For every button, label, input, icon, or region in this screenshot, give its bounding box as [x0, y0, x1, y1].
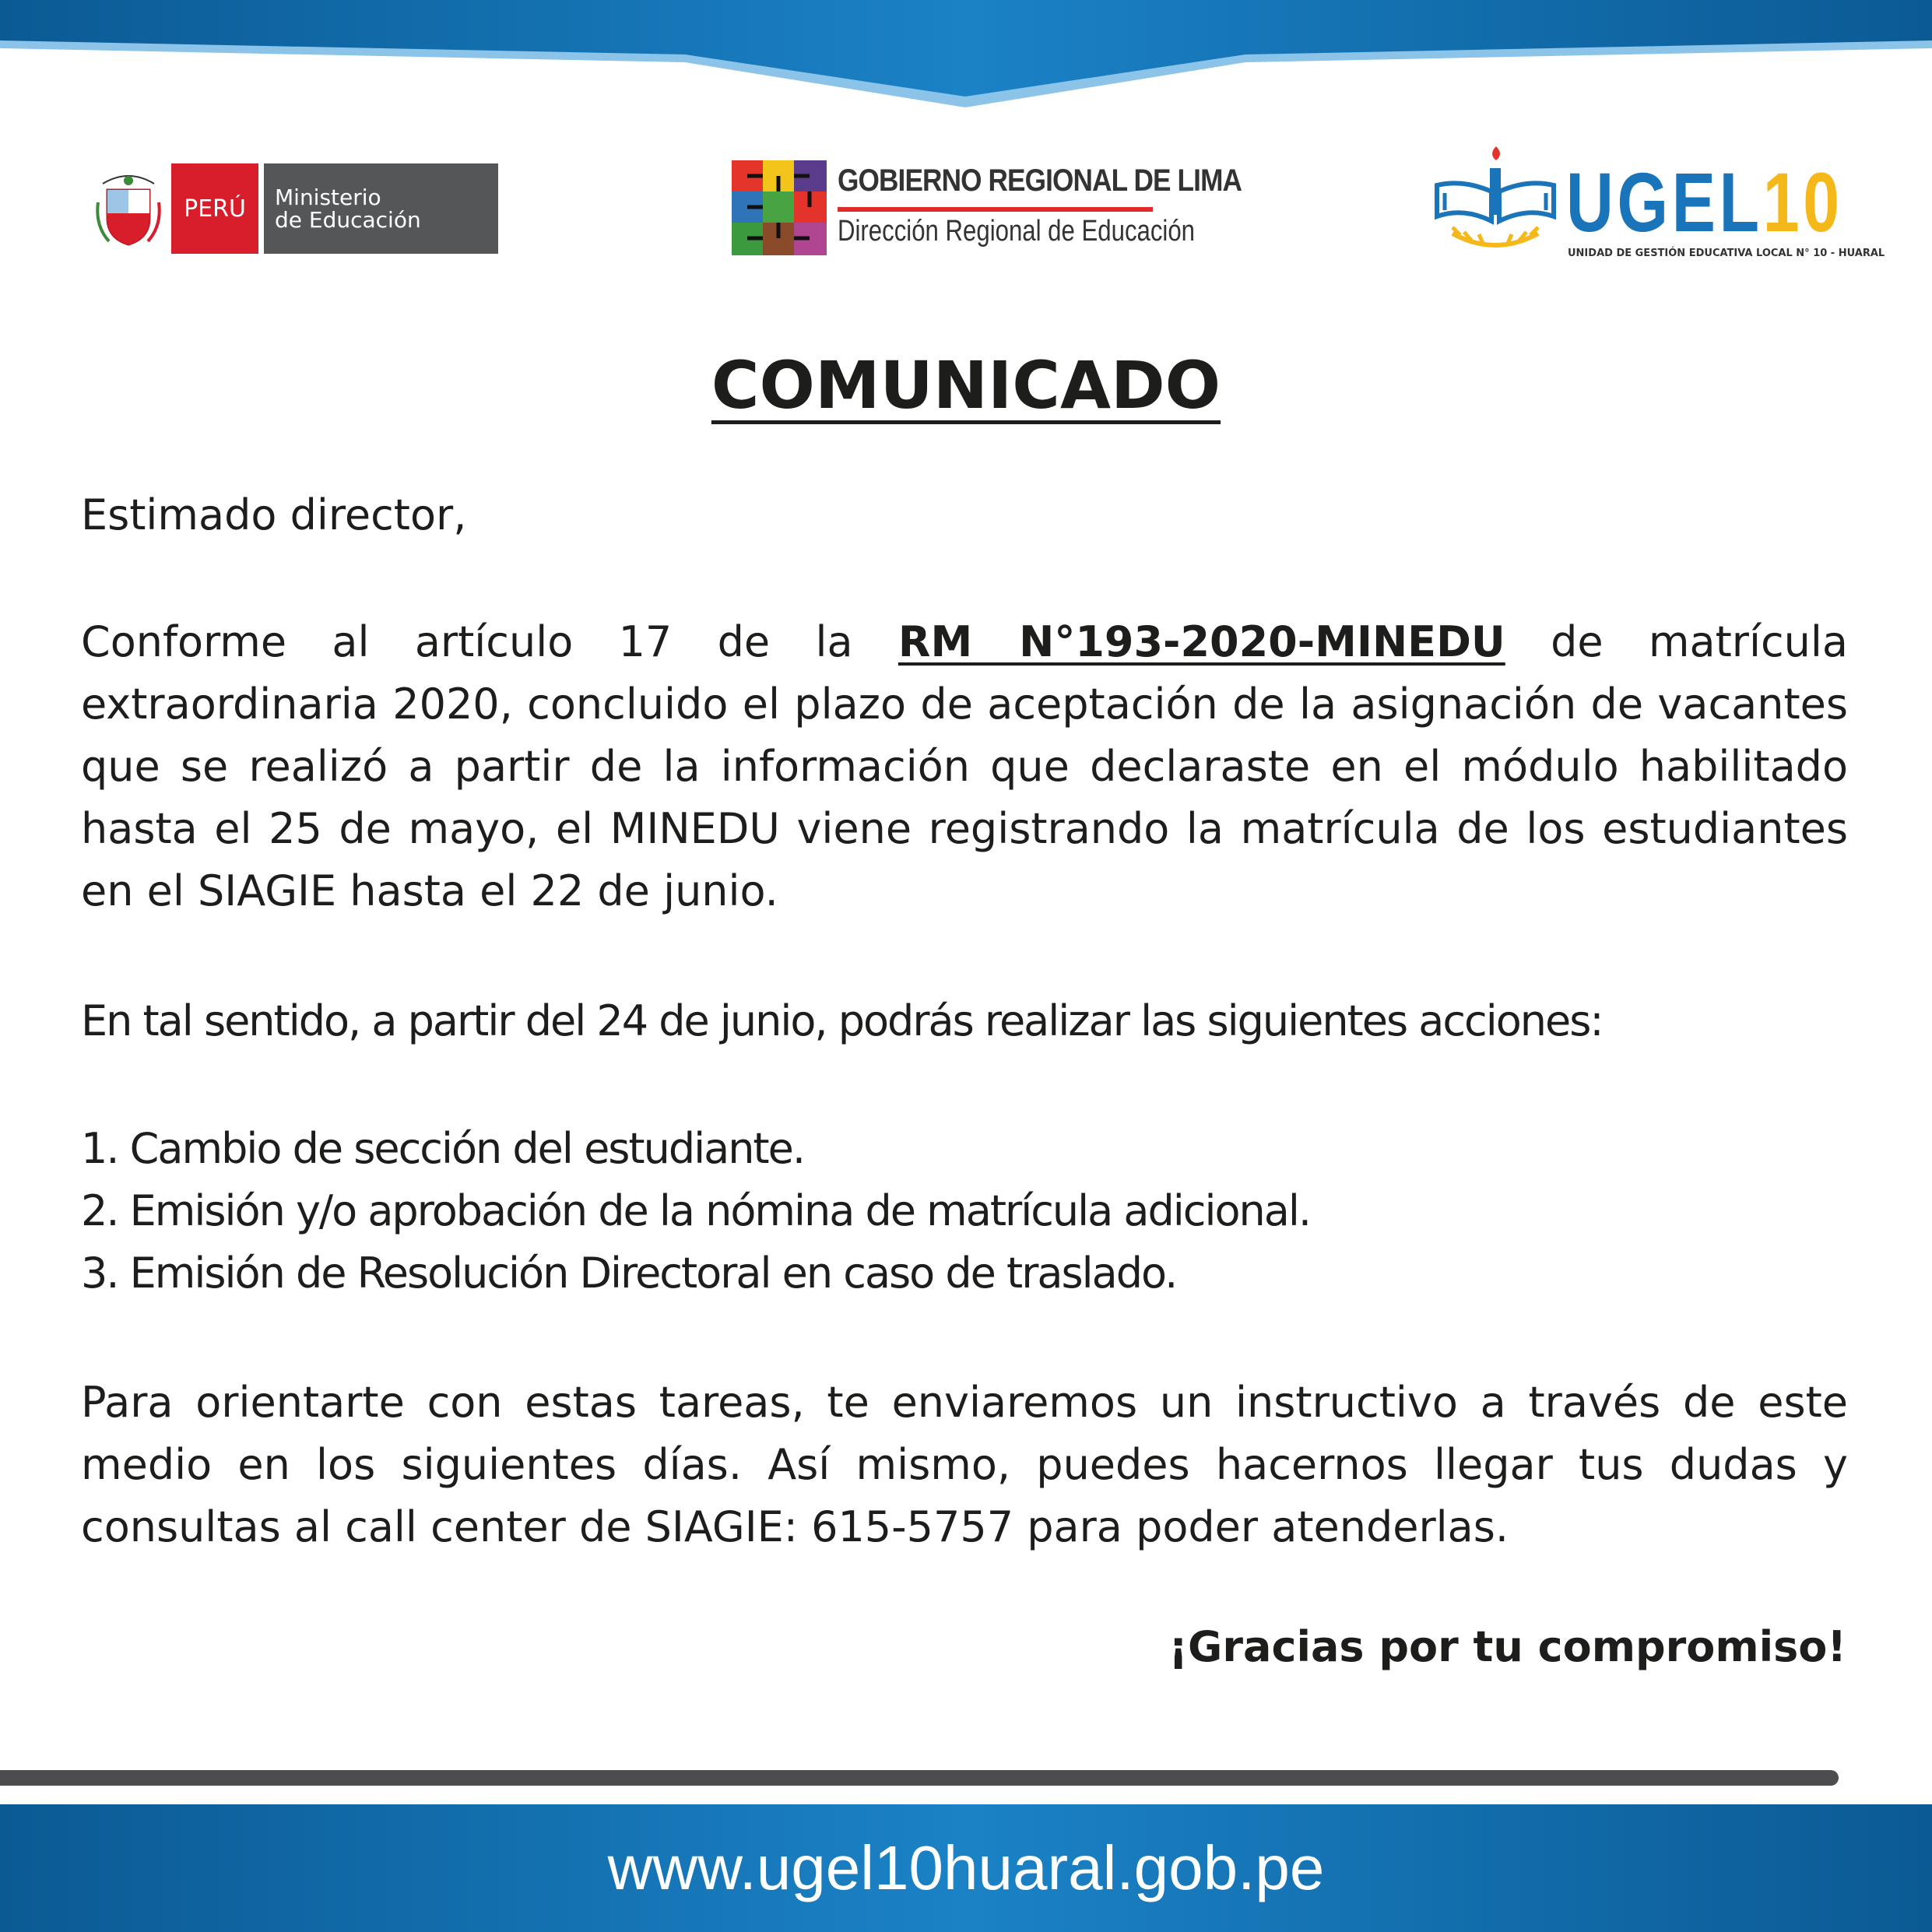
document-title: [0, 347, 1932, 423]
peru-coat-of-arms-icon: [93, 163, 163, 254]
resolution-reference: RM N°193-2020-MINEDU: [898, 617, 1505, 666]
paragraph-conforme-before: Conforme al artículo 17 de la: [81, 617, 898, 666]
greeting: Estimado director,: [81, 490, 467, 539]
minedu-logo[interactable]: [93, 163, 498, 254]
document-title-text: COMUNICADO: [711, 347, 1221, 423]
actions-list: [81, 1118, 1848, 1305]
ministerio-line1: Ministerio: [275, 184, 381, 210]
open-book-torch-icon: [1429, 140, 1561, 265]
logos-row: [0, 140, 1932, 296]
closing-thanks: ¡Gracias por tu compromiso!: [1168, 1622, 1846, 1671]
ugel-text: UGEL: [1566, 155, 1763, 249]
ugel10-wordmark: [1566, 155, 1843, 249]
list-item: 2. Emisión y/o aprobación de la nómina de matrícula adicional.: [81, 1186, 1311, 1235]
ugel-number: 10: [1762, 155, 1843, 249]
ugel10-subtitle: UNIDAD DE GESTIÓN EDUCATIVA LOCAL N° 10 - HUARAL: [1568, 248, 1885, 259]
website-link[interactable]: www.ugel10huaral.gob.pe: [607, 1833, 1325, 1902]
gobierno-regional-title: GOBIERNO REGIONAL DE LIMA: [838, 163, 1242, 198]
top-banner: [0, 0, 1932, 109]
ministerio-line2: de Educación: [275, 207, 421, 233]
ugel10-logo[interactable]: [1429, 140, 1885, 265]
paragraph-orientacion: Para orientarte con estas tareas, te enviaremos un instructivo a través de este medio en los siguientes días. Así mismo, puedes hacernos llegar tus dudas y consultas al call center de SIAGIE: 615-5757 para poder atenderlas.: [81, 1378, 1848, 1551]
paragraph-acciones-intro: En tal sentido, a partir del 24 de junio, podrás realizar las siguientes acciones:: [81, 996, 1603, 1045]
paragraph-conforme: [81, 611, 1848, 922]
peru-label: PERÚ: [171, 163, 258, 254]
gobierno-regional-logo[interactable]: [729, 157, 1242, 258]
ministerio-label: [262, 163, 498, 254]
paragraph-conforme-after: de matrícula extraordinaria 2020, concluido el plazo de aceptación de la asignación de vacantes que se realizó a partir de la información que declaraste en el módulo habilitado hasta el 25 de mayo, el MINEDU viene registrando la matrícula de los estudiantes en el SIAGIE hasta el 22 de junio.: [81, 617, 1848, 915]
footer-divider: [0, 1770, 1839, 1786]
gobierno-regional-red-line: [838, 207, 1153, 212]
gobierno-regional-mark-icon: [729, 157, 830, 258]
list-item: 1. Cambio de sección del estudiante.: [81, 1124, 804, 1173]
list-item: 3. Emisión de Resolución Directoral en caso de traslado.: [81, 1249, 1177, 1298]
gobierno-regional-subtitle: Dirección Regional de Educación: [838, 215, 1196, 248]
